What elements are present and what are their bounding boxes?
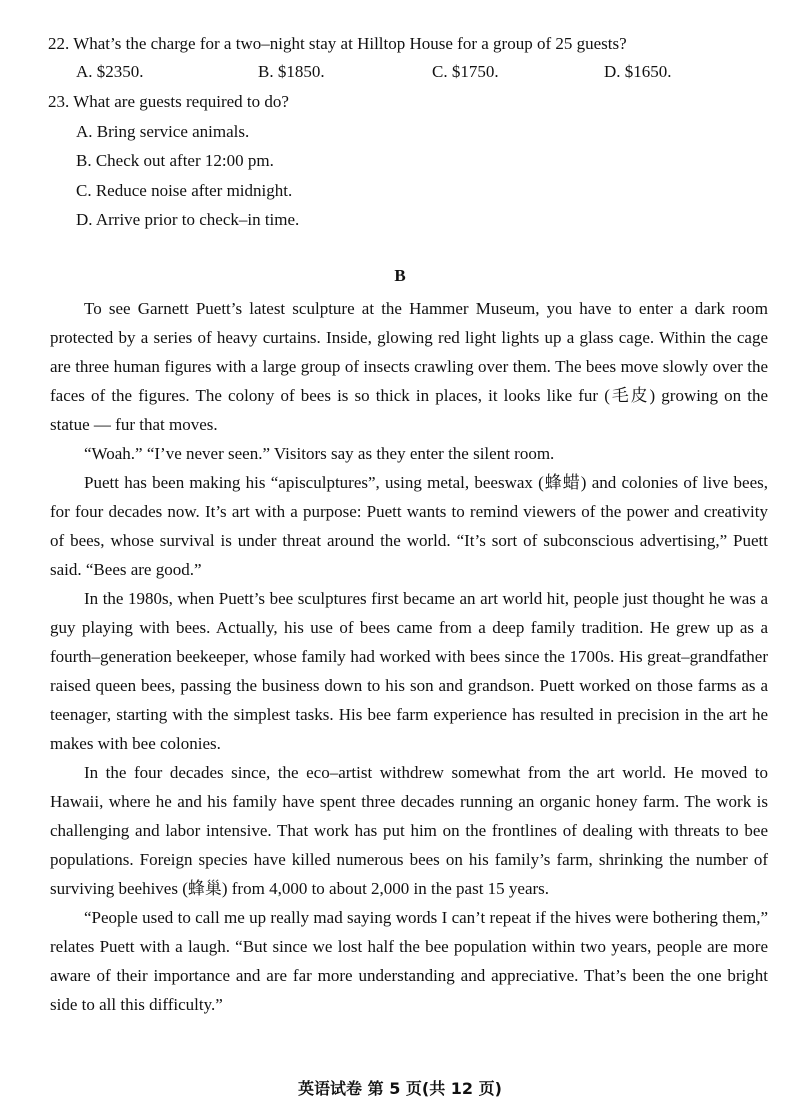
passage — [50, 294, 768, 1019]
question-22-option-a: A. $2350. — [76, 62, 144, 81]
question-23-option-c: C. Reduce noise after midnight. — [76, 181, 293, 200]
section-title: B — [394, 266, 406, 285]
question-23-stem: 23. What are guests required to do? — [48, 92, 289, 111]
passage-paragraph-6: “People used to call me up really mad saying words I can’t repeat if the hives were bothering them,” relates Puett with a laugh. “But since we lost half the bee population within two years, people are more aware of their importance and are far more understanding and appreciative. That’s been the one bright side to all this difficulty.” — [50, 908, 768, 1014]
question-23-option-b: B. Check out after 12:00 pm. — [76, 151, 274, 170]
page-footer: 英语试卷 第 5 页(共 12 页) — [298, 1079, 502, 1098]
passage-paragraph-2: “Woah.” “I’ve never seen.” Visitors say as they enter the silent room. — [84, 444, 555, 463]
question-22-option-d: D. $1650. — [604, 62, 672, 81]
passage-paragraph-1: To see Garnett Puett’s latest sculpture at the Hammer Museum, you have to enter a dark room protected by a series of heavy curtains. Inside, glowing red light lights up a glass cage. Within the cage are three human figures with a large group of insects crawling over them. The bees move slowly over the faces of the figures. The colony of bees is so thick in places, it looks like fur (毛皮) growing on the statue — fur that moves. — [50, 299, 768, 434]
question-23-option-a: A. Bring service animals. — [76, 122, 250, 141]
passage-paragraph-3: Puett has been making his “apisculptures”, using metal, beeswax (蜂蜡) and colonies of live bees, for four decades now. It’s art with a purpose: Puett wants to remind viewers of the power and creativity of bees, whose survival is under threat around the world. “It’s sort of subconscious advertising,” Puett said. “Bees are good.” — [50, 473, 768, 579]
passage-paragraph-4: In the 1980s, when Puett’s bee sculptures first became an art world hit, people just thought he was a guy playing with bees. Actually, his use of bees came from a deep family tradition. He grew up as a fourth–generation beekeeper, whose family had worked with bees since the 1700s. His great–grandfather raised queen bees, passing the business down to his son and grandson. Puett worked on those farms as a teenager, starting with the simplest tasks. His bee farm experience has resulted in precision in the art he makes with bee colonies. — [50, 589, 768, 753]
question-22-stem: 22. What’s the charge for a two–night stay at Hilltop House for a group of 25 guests? — [48, 34, 627, 53]
passage-paragraph-5: In the four decades since, the eco–artist withdrew somewhat from the art world. He moved to Hawaii, where he and his family have spent three decades running an organic honey farm. The work is challenging and labor intensive. That work has put him on the frontlines of dealing with threats to bee populations. Foreign species have killed numerous bees on his family’s farm, shrinking the number of surviving beehives (蜂巢) from 4,000 to about 2,000 in the past 15 years. — [50, 763, 768, 898]
question-23-option-d: D. Arrive prior to check–in time. — [76, 210, 300, 229]
question-22-option-c: C. $1750. — [432, 62, 499, 81]
question-22-option-b: B. $1850. — [258, 62, 325, 81]
